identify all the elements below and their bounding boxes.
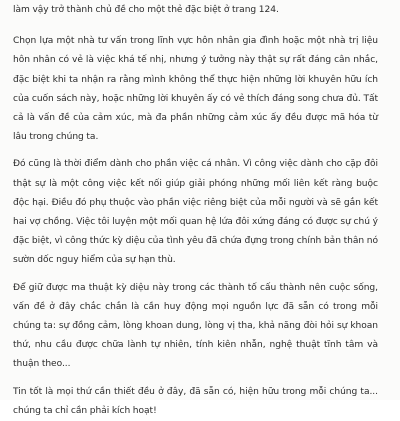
paragraph-1: làm vậy trở thành chủ đề cho một thẻ đặc biệt ở trang 124. [13,5,279,15]
paragraph-3: Đó cũng là thời điểm dành cho phần việc cá nhân. Vì công việc dành cho cặp đôi thật sự là một công việc kết nối giúp giải phóng những mối liên kết ràng buộc độc hại. Điều đó phụ thuộc vào phần việc riêng biệt của mỗi người và sẽ gắn kết hai vợ chồng. Việc tôi luyện một mối quan hệ lứa đôi xứng đáng có được sự chú ý đặc biệt, vì công thức kỳ diệu của tình yêu đã chứa đựng trong chính bản thân nó sườn dốc nguy hiểm của sự hạn thù. [13,159,378,266]
paragraph-5: Tin tốt là mọi thứ cần thiết đều ở đây, đã sẵn có, hiện hữu trong mỗi chúng ta... chúng ta chỉ cần phải kích hoạt! [13,386,378,416]
paragraph-4: Để giữ được ma thuật kỳ diệu này trong các thành tố cấu thành nên cuộc sống, vấn đề ở đây chắc chắn là cần huy động mọi nguồn lực đã sẵn có trong mỗi chúng ta: sự đồng cảm, lòng khoan dung, lòng vị tha, khả năng đòi hỏi sự khoan thứ, nhu cầu được chữa lành tự nhiên, tính kiên nhẫn, nghệ thuật tĩnh tâm và thuận theo... [13,282,378,370]
paragraph-2: Chọn lựa một nhà tư vấn trong lĩnh vực hôn nhân gia đình hoặc một nhà trị liệu hôn nhân có vẻ là việc khá tế nhị, nhưng ý tưởng này thật sự rất đáng cân nhắc, đặc biệt khi ta nhận ra rằng mình không thể thực hiện những lời khuyên hữu ích của cuốn sách này, hoặc những lời khuyên ấy có vẻ thích đáng song chưa đủ. Tất cả là vấn đề của cảm xúc, mà đa phần những cảm xúc ấy đều được mã hóa từ lâu trong chúng ta. [13,36,378,143]
